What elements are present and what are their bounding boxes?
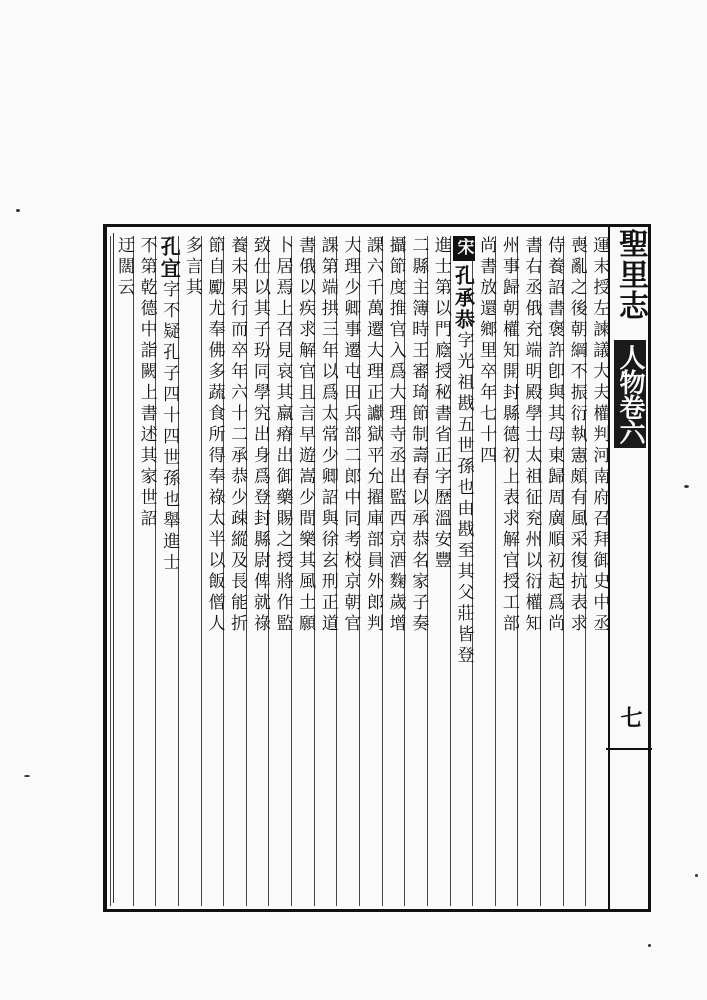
text-column — [336, 236, 359, 906]
column-text-body: 不第乾德中詣闕上書述其家世詔 — [136, 236, 157, 530]
column-text — [588, 236, 610, 635]
ink-speck — [24, 775, 30, 777]
margin-volume: 人物卷六 — [614, 340, 646, 448]
margin-title: 聖里志 — [613, 228, 648, 321]
column-text — [113, 236, 135, 299]
text-column — [110, 236, 133, 906]
column-text-body: 進士第以門廕授秘書省正字歷溫安豐 — [430, 236, 451, 572]
text-column — [314, 236, 337, 906]
column-text-body: 節自勵尤奉佛多蔬食所得奉祿太半以飯僧人 — [204, 236, 225, 635]
text-column — [359, 236, 382, 906]
column-text-body: 喪亂之後朝綱不振衍執憲頗有風采復抗表求 — [566, 236, 587, 635]
text-column — [246, 236, 269, 906]
column-text — [385, 236, 407, 635]
column-text-body: 卜居焉上召見哀其羸瘠出御藥賜之授將作監 — [272, 236, 293, 635]
column-text-body: 州事歸朝權知開封縣德初上表求解官授工部 — [498, 236, 519, 635]
column-text — [226, 236, 248, 635]
ink-speck — [684, 485, 689, 488]
column-text — [543, 236, 565, 635]
column-text — [339, 236, 361, 635]
text-column — [268, 236, 291, 906]
column-text — [566, 236, 588, 635]
column-text — [317, 236, 339, 635]
column-text-body: 書右丞俄充端明殿學士太祖征兖州以衍權知 — [521, 236, 542, 635]
column-text — [475, 236, 497, 467]
ink-speck — [648, 944, 651, 947]
text-column — [223, 236, 246, 906]
person-name: 孔承恭 — [451, 265, 476, 331]
column-text-body: 侍養詔書褒許卽與其母東歸周廣順初起爲尚 — [544, 236, 565, 635]
column-text-body: 多言其 — [181, 236, 202, 299]
text-column — [472, 236, 495, 906]
column-text — [520, 236, 542, 635]
text-column — [201, 236, 224, 906]
text-column — [404, 236, 427, 906]
column-text — [407, 236, 429, 635]
column-text-body: 二縣主簿時王審琦節制壽春以承恭名家子奏 — [408, 236, 429, 635]
column-text-body: 致仕以其子玢同學究出身爲登封縣尉俾就祿 — [249, 236, 270, 635]
text-column — [427, 236, 450, 906]
column-text — [158, 236, 180, 574]
text-column — [133, 236, 156, 906]
text-column — [178, 236, 201, 906]
column-text — [498, 236, 520, 635]
column-text-body: 運末授左諫議大夫權判河南府召拜御史中丞 — [589, 236, 610, 635]
ink-speck — [695, 874, 698, 877]
text-column — [540, 236, 563, 906]
column-text — [294, 236, 316, 635]
margin-strip — [608, 224, 652, 912]
text-column — [450, 236, 476, 906]
column-text — [453, 236, 475, 667]
text-column — [495, 236, 518, 906]
margin-divider — [606, 748, 652, 750]
column-text — [249, 236, 271, 635]
margin-leaf-number: 七 — [617, 706, 643, 728]
text-column — [291, 236, 314, 906]
column-text-body: 書俄以疾求解官且言早遊嵩少間樂其風土願 — [295, 236, 316, 635]
column-text — [181, 236, 203, 299]
column-text — [430, 236, 452, 572]
column-text — [136, 236, 158, 530]
column-text-body: 大理少卿事遷屯田兵部二郎中同考校京朝官 — [340, 236, 361, 635]
column-text — [362, 236, 384, 635]
column-text-body: 尚書放還鄉里卒年七十四 — [476, 236, 497, 467]
ink-speck — [16, 209, 20, 212]
text-column — [585, 236, 608, 906]
text-column — [563, 236, 586, 906]
column-text-body: 攝節度推官入爲大理寺丞出監西京酒麴歲增 — [385, 236, 406, 635]
column-text-body: 養未果行而卒年六十二承恭少疎縱及長能折 — [227, 236, 248, 635]
dynasty-tag: 宋 — [453, 238, 474, 259]
text-column — [155, 236, 182, 906]
column-text-body: 課六千萬遷大理正讞獄平允擢庫部員外郎判 — [363, 236, 383, 635]
column-text — [271, 236, 293, 635]
text-column — [517, 236, 540, 906]
column-text-body: 字光祖戡五世孫也由戡至其父莊皆登 — [453, 331, 474, 667]
column-text — [204, 236, 226, 635]
person-name: 孔宜 — [157, 236, 182, 280]
column-text-body: 課第端拱三年以爲太常少卿詔與徐玄刑正道 — [317, 236, 338, 635]
column-text-body: 字不疑孔子四十四世孫也舉進士 — [159, 280, 180, 574]
column-text-body: 迂闊云 — [114, 236, 134, 299]
text-column — [382, 236, 405, 906]
